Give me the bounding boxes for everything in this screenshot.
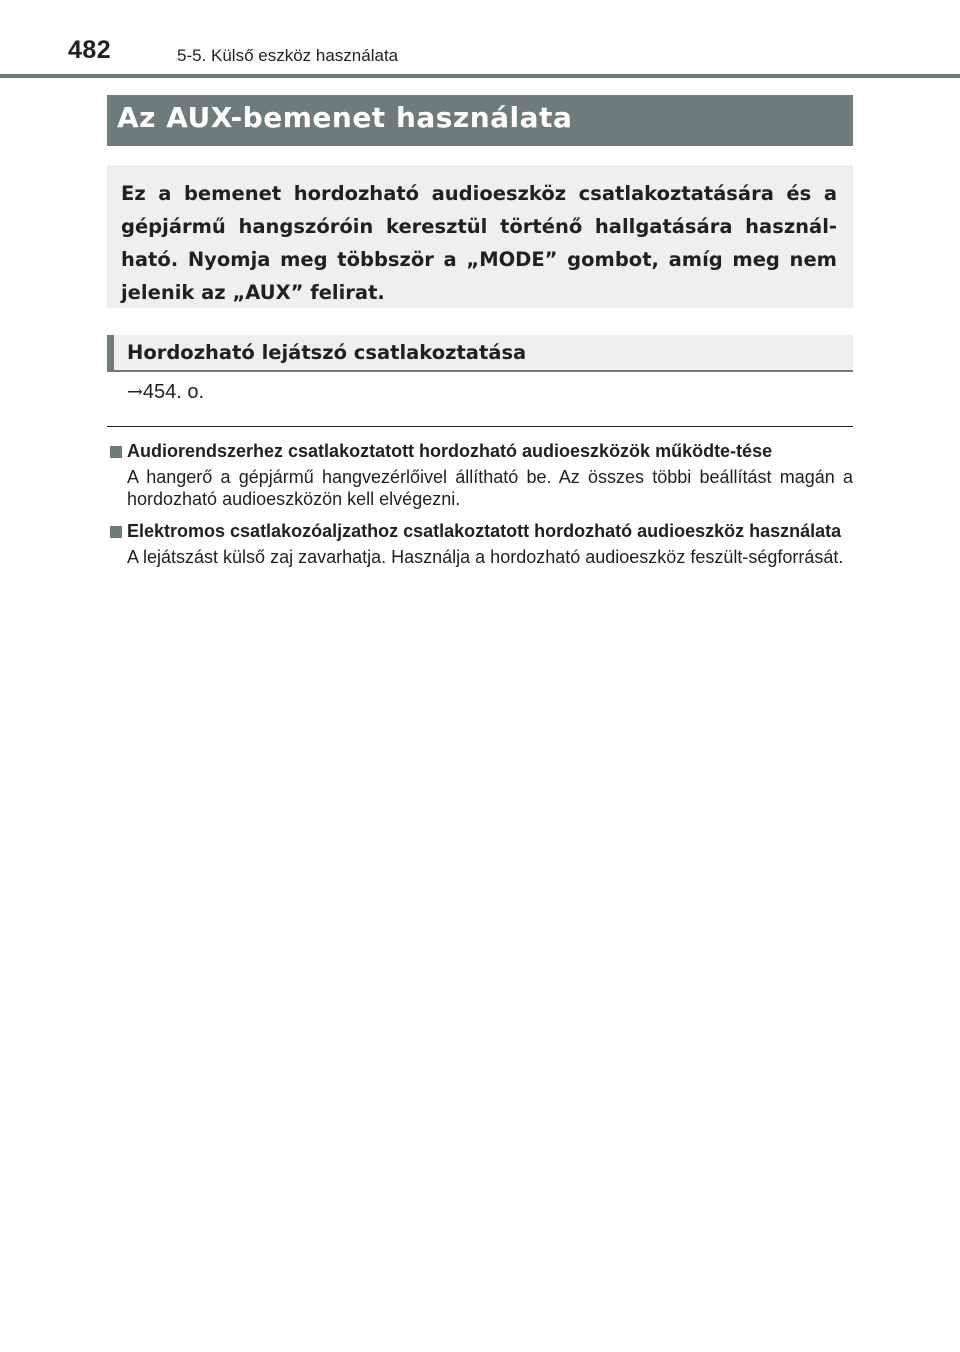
intro-box (107, 165, 853, 308)
note-item (107, 520, 853, 568)
section-heading: Hordozható lejátszó csatlakoztatása (127, 341, 527, 364)
note-body: A hangerő a gépjármű hangvezérlőivel állítható be. Az összes többi beállítást magán a hordozható audioeszközön kell elvégezni. (127, 467, 853, 509)
running-head: 5-5. Külső eszköz használata (177, 46, 399, 65)
note-body: A lejátszást külső zaj zavarhatja. Használja a hordozható audioeszköz feszült-ségforrását. (127, 547, 844, 567)
note-heading: Elektromos csatlakozóaljzathoz csatlakoztatott hordozható audioeszköz használata (127, 521, 842, 541)
square-bullet-icon (110, 446, 122, 458)
note-heading: Audiorendszerhez csatlakoztatott hordozható audioeszközök működte-tése (127, 441, 773, 461)
title-bar (107, 95, 853, 146)
note-item (107, 440, 853, 510)
page-header (0, 0, 960, 80)
square-bullet-icon (110, 526, 122, 538)
section-accent (107, 335, 114, 370)
section-heading-bar (107, 335, 853, 372)
header-rule (0, 74, 960, 78)
page-number: 482 (68, 36, 112, 64)
page-reference (127, 381, 204, 404)
notes-list (107, 440, 853, 578)
arrow-right-icon: → (127, 381, 143, 403)
page-reference-text: 454. o. (142, 381, 205, 403)
divider (107, 426, 853, 427)
page-title: Az AUX-bemenet használata (117, 101, 573, 134)
intro-text: Ez a bemenet hordozható audioeszköz csatlakoztatására és a gépjármű hangszóróin keresztül történő hallgatására használ-ható. Nyomja meg többször a „MODE” gombot, amíg meg nem jelenik az „AUX” felirat. (121, 182, 837, 304)
